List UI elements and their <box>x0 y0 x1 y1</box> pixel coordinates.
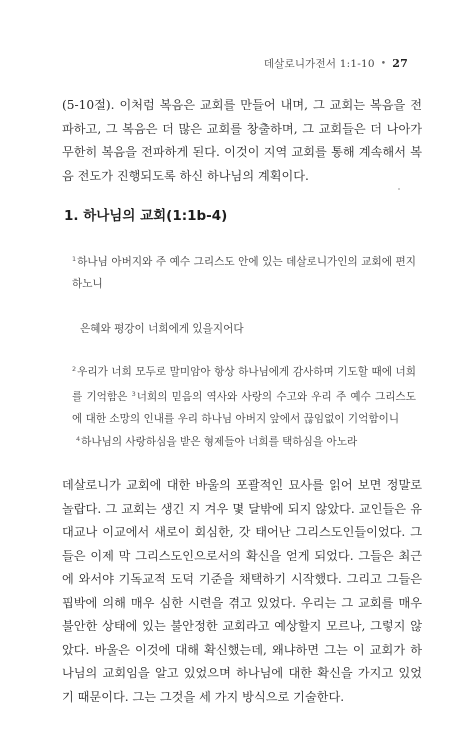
stray-mark <box>398 188 400 190</box>
body-paragraph: 데살로니가 교회에 대한 바울의 포괄적인 묘사를 읽어 보면 정말로 놀랍다. 그 교회는 생긴 지 겨우 몇 달밖에 되지 않았다. 교인들은 유대교나 이교에서 새로이 회심한, 갓 태어난 그리스도인들이었다. 그들은 이제 막 그리스도인으로서의 확신을 얻게 되었다. 그들은 최근에 와서야 기독교적 도덕 기준을 채택하기 시작했다. 그리고 그들은 핍박에 의해 매우 심한 시련을 겪고 있었다. 우리는 그 교회를 매우 불안한 상태에 있는 불안정한 교회라고 예상할지 모르나, 그렇지 않았다. 바울은 이것에 대해 확신했는데, 왜냐하면 그는 이 교회가 하나님의 교회임을 알고 있었으며 하나님에 대한 확신을 가지고 있었기 때문이다. 그는 그것을 세 가지 방식으로 기술한다. <box>62 478 422 704</box>
page-number: 27 <box>392 57 408 70</box>
verse-4 <box>76 428 420 453</box>
verse-text: 하나님의 사랑하심을 받은 형제들아 너희를 택하심을 아노라 <box>81 436 358 448</box>
intro-paragraph: (5-10절). 이처럼 복음은 교회를 만들어 내며, 그 교회는 복음을 전파하고, 그 복음은 더 많은 교회를 창출하며, 그 교회들은 더 나아가 무한히 복음을 전파하게 된다. 이것이 지역 교회를 통해 계속해서 복음 전도가 진행되도록 하신 하나님의 계획이다. <box>62 98 422 183</box>
verse-1 <box>72 248 416 295</box>
section-heading: 1. 하나님의 교회(1:1b-4) <box>64 208 228 224</box>
verse-number: 3 <box>131 390 136 398</box>
running-title: 데살로니가전서 1:1-10 <box>263 58 375 70</box>
running-header <box>264 56 408 71</box>
verse-1-greeting <box>80 318 424 340</box>
verse-number: 4 <box>76 435 81 443</box>
verse-text: 은혜와 평강이 너희에게 있을지어다 <box>80 323 244 335</box>
verse-text: 하나님 아버지와 주 예수 그리스도 안에 있는 데살로니가인의 교회에 편지하노니 <box>72 256 416 290</box>
header-bullet: • <box>380 58 387 69</box>
verse-number: 1 <box>72 255 77 263</box>
verse-text: 너희의 믿음의 역사와 사랑의 수고와 우리 주 예수 그리스도에 대한 소망의 인내를 우리 하나님 아버지 앞에서 끊임없이 기억함이니 <box>72 391 416 425</box>
verse-number: 2 <box>72 365 77 373</box>
verse-text: 우리가 너희 모두로 말미암아 항상 하나님에게 감사하며 기도할 때에 너희를 기억함은 <box>72 366 416 403</box>
verse-2-3 <box>72 358 416 430</box>
